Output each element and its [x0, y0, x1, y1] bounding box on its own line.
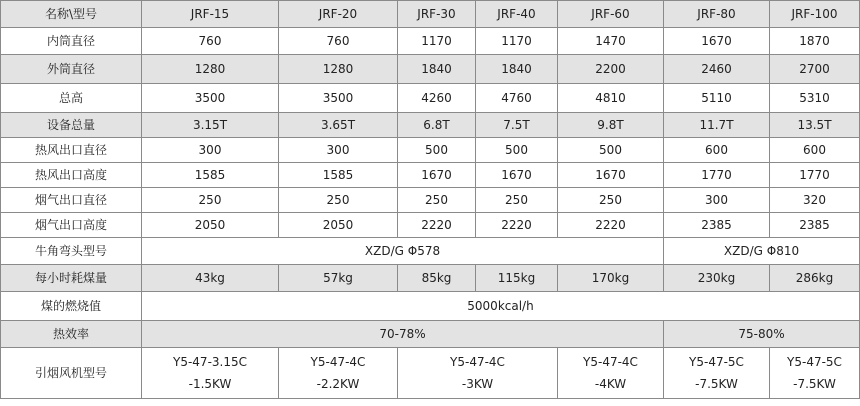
table-row: [1, 265, 860, 292]
table-cell: 230kg: [664, 265, 770, 292]
fan-cell: [664, 348, 770, 399]
merged-cell: 70-78%: [142, 321, 664, 348]
table-cell: 85kg: [398, 265, 476, 292]
fan-power: -4KW: [594, 377, 627, 391]
table-cell: 250: [279, 188, 398, 213]
table-row: [1, 84, 860, 113]
table-row: [1, 348, 860, 399]
table-cell: 1585: [279, 163, 398, 188]
table-cell: 1770: [770, 163, 860, 188]
table-cell: 1840: [476, 55, 558, 84]
fan-cell: [558, 348, 664, 399]
table-cell: 5310: [770, 84, 860, 113]
table-row: [1, 321, 860, 348]
table-cell: 1280: [142, 55, 279, 84]
fan-cell: [770, 348, 860, 399]
table-cell: 760: [142, 28, 279, 55]
table-cell: 320: [770, 188, 860, 213]
header-cell: JRF-15: [142, 1, 279, 28]
fan-power: -7.5KW: [695, 377, 738, 391]
row-label: 烟气出口高度: [1, 213, 142, 238]
table-cell: 2050: [279, 213, 398, 238]
table-cell: 500: [398, 138, 476, 163]
fan-model: Y5-47-4C: [583, 355, 638, 369]
table-cell: 250: [476, 188, 558, 213]
table-cell: 2220: [558, 213, 664, 238]
fan-power: -2.2KW: [316, 377, 360, 391]
fan-power: -7.5KW: [793, 377, 836, 391]
row-label: 热风出口直径: [1, 138, 142, 163]
table-cell: 250: [142, 188, 279, 213]
fan-model: Y5-47-4C: [450, 355, 505, 369]
table-cell: 2220: [476, 213, 558, 238]
table-row: [1, 292, 860, 321]
table-cell: 250: [558, 188, 664, 213]
table-row: [1, 113, 860, 138]
table-cell: 9.8T: [558, 113, 664, 138]
header-cell: JRF-60: [558, 1, 664, 28]
table-cell: 600: [664, 138, 770, 163]
row-label: 牛角弯头型号: [1, 238, 142, 265]
table-cell: 500: [558, 138, 664, 163]
table-cell: 2385: [770, 213, 860, 238]
table-cell: 300: [142, 138, 279, 163]
table-cell: 2385: [664, 213, 770, 238]
table-cell: 250: [398, 188, 476, 213]
header-cell: JRF-30: [398, 1, 476, 28]
table-cell: 2220: [398, 213, 476, 238]
table-cell: 1585: [142, 163, 279, 188]
row-label: 设备总量: [1, 113, 142, 138]
table-cell: 7.5T: [476, 113, 558, 138]
table-cell: 1670: [398, 163, 476, 188]
fan-cell: [279, 348, 398, 399]
table-row: [1, 213, 860, 238]
row-label: 引烟风机型号: [1, 348, 142, 399]
table-row: [1, 163, 860, 188]
table-cell: 3.15T: [142, 113, 279, 138]
table-cell: 1170: [476, 28, 558, 55]
header-cell: JRF-100: [770, 1, 860, 28]
header-cell: 名称\型号: [1, 1, 142, 28]
table-cell: 1670: [664, 28, 770, 55]
row-label: 每小时耗煤量: [1, 265, 142, 292]
fan-model: Y5-47-5C: [787, 355, 842, 369]
table-row: [1, 188, 860, 213]
table-cell: 1280: [279, 55, 398, 84]
table-cell: 3500: [279, 84, 398, 113]
row-label: 热风出口高度: [1, 163, 142, 188]
table-cell: 500: [476, 138, 558, 163]
header-cell: JRF-20: [279, 1, 398, 28]
table-cell: 300: [664, 188, 770, 213]
merged-cell: 75-80%: [664, 321, 860, 348]
table-cell: 13.5T: [770, 113, 860, 138]
table-cell: 4760: [476, 84, 558, 113]
table-cell: 2700: [770, 55, 860, 84]
table-cell: 2460: [664, 55, 770, 84]
merged-cell: 5000kcal/h: [142, 292, 860, 321]
fan-model: Y5-47-3.15C: [173, 355, 247, 369]
table-cell: 115kg: [476, 265, 558, 292]
fan-cell: [398, 348, 558, 399]
table-cell: 11.7T: [664, 113, 770, 138]
fan-power: -1.5KW: [188, 377, 232, 391]
row-label: 烟气出口直径: [1, 188, 142, 213]
table-cell: 5110: [664, 84, 770, 113]
table-row: [1, 138, 860, 163]
table-cell: 760: [279, 28, 398, 55]
table-cell: 286kg: [770, 265, 860, 292]
table-cell: 1170: [398, 28, 476, 55]
table-cell: 1670: [476, 163, 558, 188]
table-row: [1, 238, 860, 265]
row-label: 煤的燃烧值: [1, 292, 142, 321]
row-label: 内筒直径: [1, 28, 142, 55]
table-cell: 2050: [142, 213, 279, 238]
table-cell: 43kg: [142, 265, 279, 292]
merged-cell: XZD/G Φ578: [142, 238, 664, 265]
row-label: 热效率: [1, 321, 142, 348]
header-cell: JRF-40: [476, 1, 558, 28]
table-cell: 1470: [558, 28, 664, 55]
table-cell: 57kg: [279, 265, 398, 292]
merged-cell: XZD/G Φ810: [664, 238, 860, 265]
fan-model: Y5-47-5C: [689, 355, 744, 369]
fan-power: -3KW: [461, 377, 494, 391]
table-cell: 3500: [142, 84, 279, 113]
table-cell: 1870: [770, 28, 860, 55]
table-cell: 300: [279, 138, 398, 163]
row-label: 总高: [1, 84, 142, 113]
table-cell: 3.65T: [279, 113, 398, 138]
table-cell: 4260: [398, 84, 476, 113]
header-cell: JRF-80: [664, 1, 770, 28]
row-label: 外筒直径: [1, 55, 142, 84]
table-cell: 2200: [558, 55, 664, 84]
header-row: [1, 1, 860, 28]
fan-model: Y5-47-4C: [310, 355, 366, 369]
table-cell: 1670: [558, 163, 664, 188]
fan-cell: [142, 348, 279, 399]
table-cell: 600: [770, 138, 860, 163]
table-cell: 170kg: [558, 265, 664, 292]
table-row: [1, 55, 860, 84]
table-row: [1, 28, 860, 55]
table-cell: 4810: [558, 84, 664, 113]
table-cell: 1840: [398, 55, 476, 84]
table-cell: 1770: [664, 163, 770, 188]
table-cell: 6.8T: [398, 113, 476, 138]
